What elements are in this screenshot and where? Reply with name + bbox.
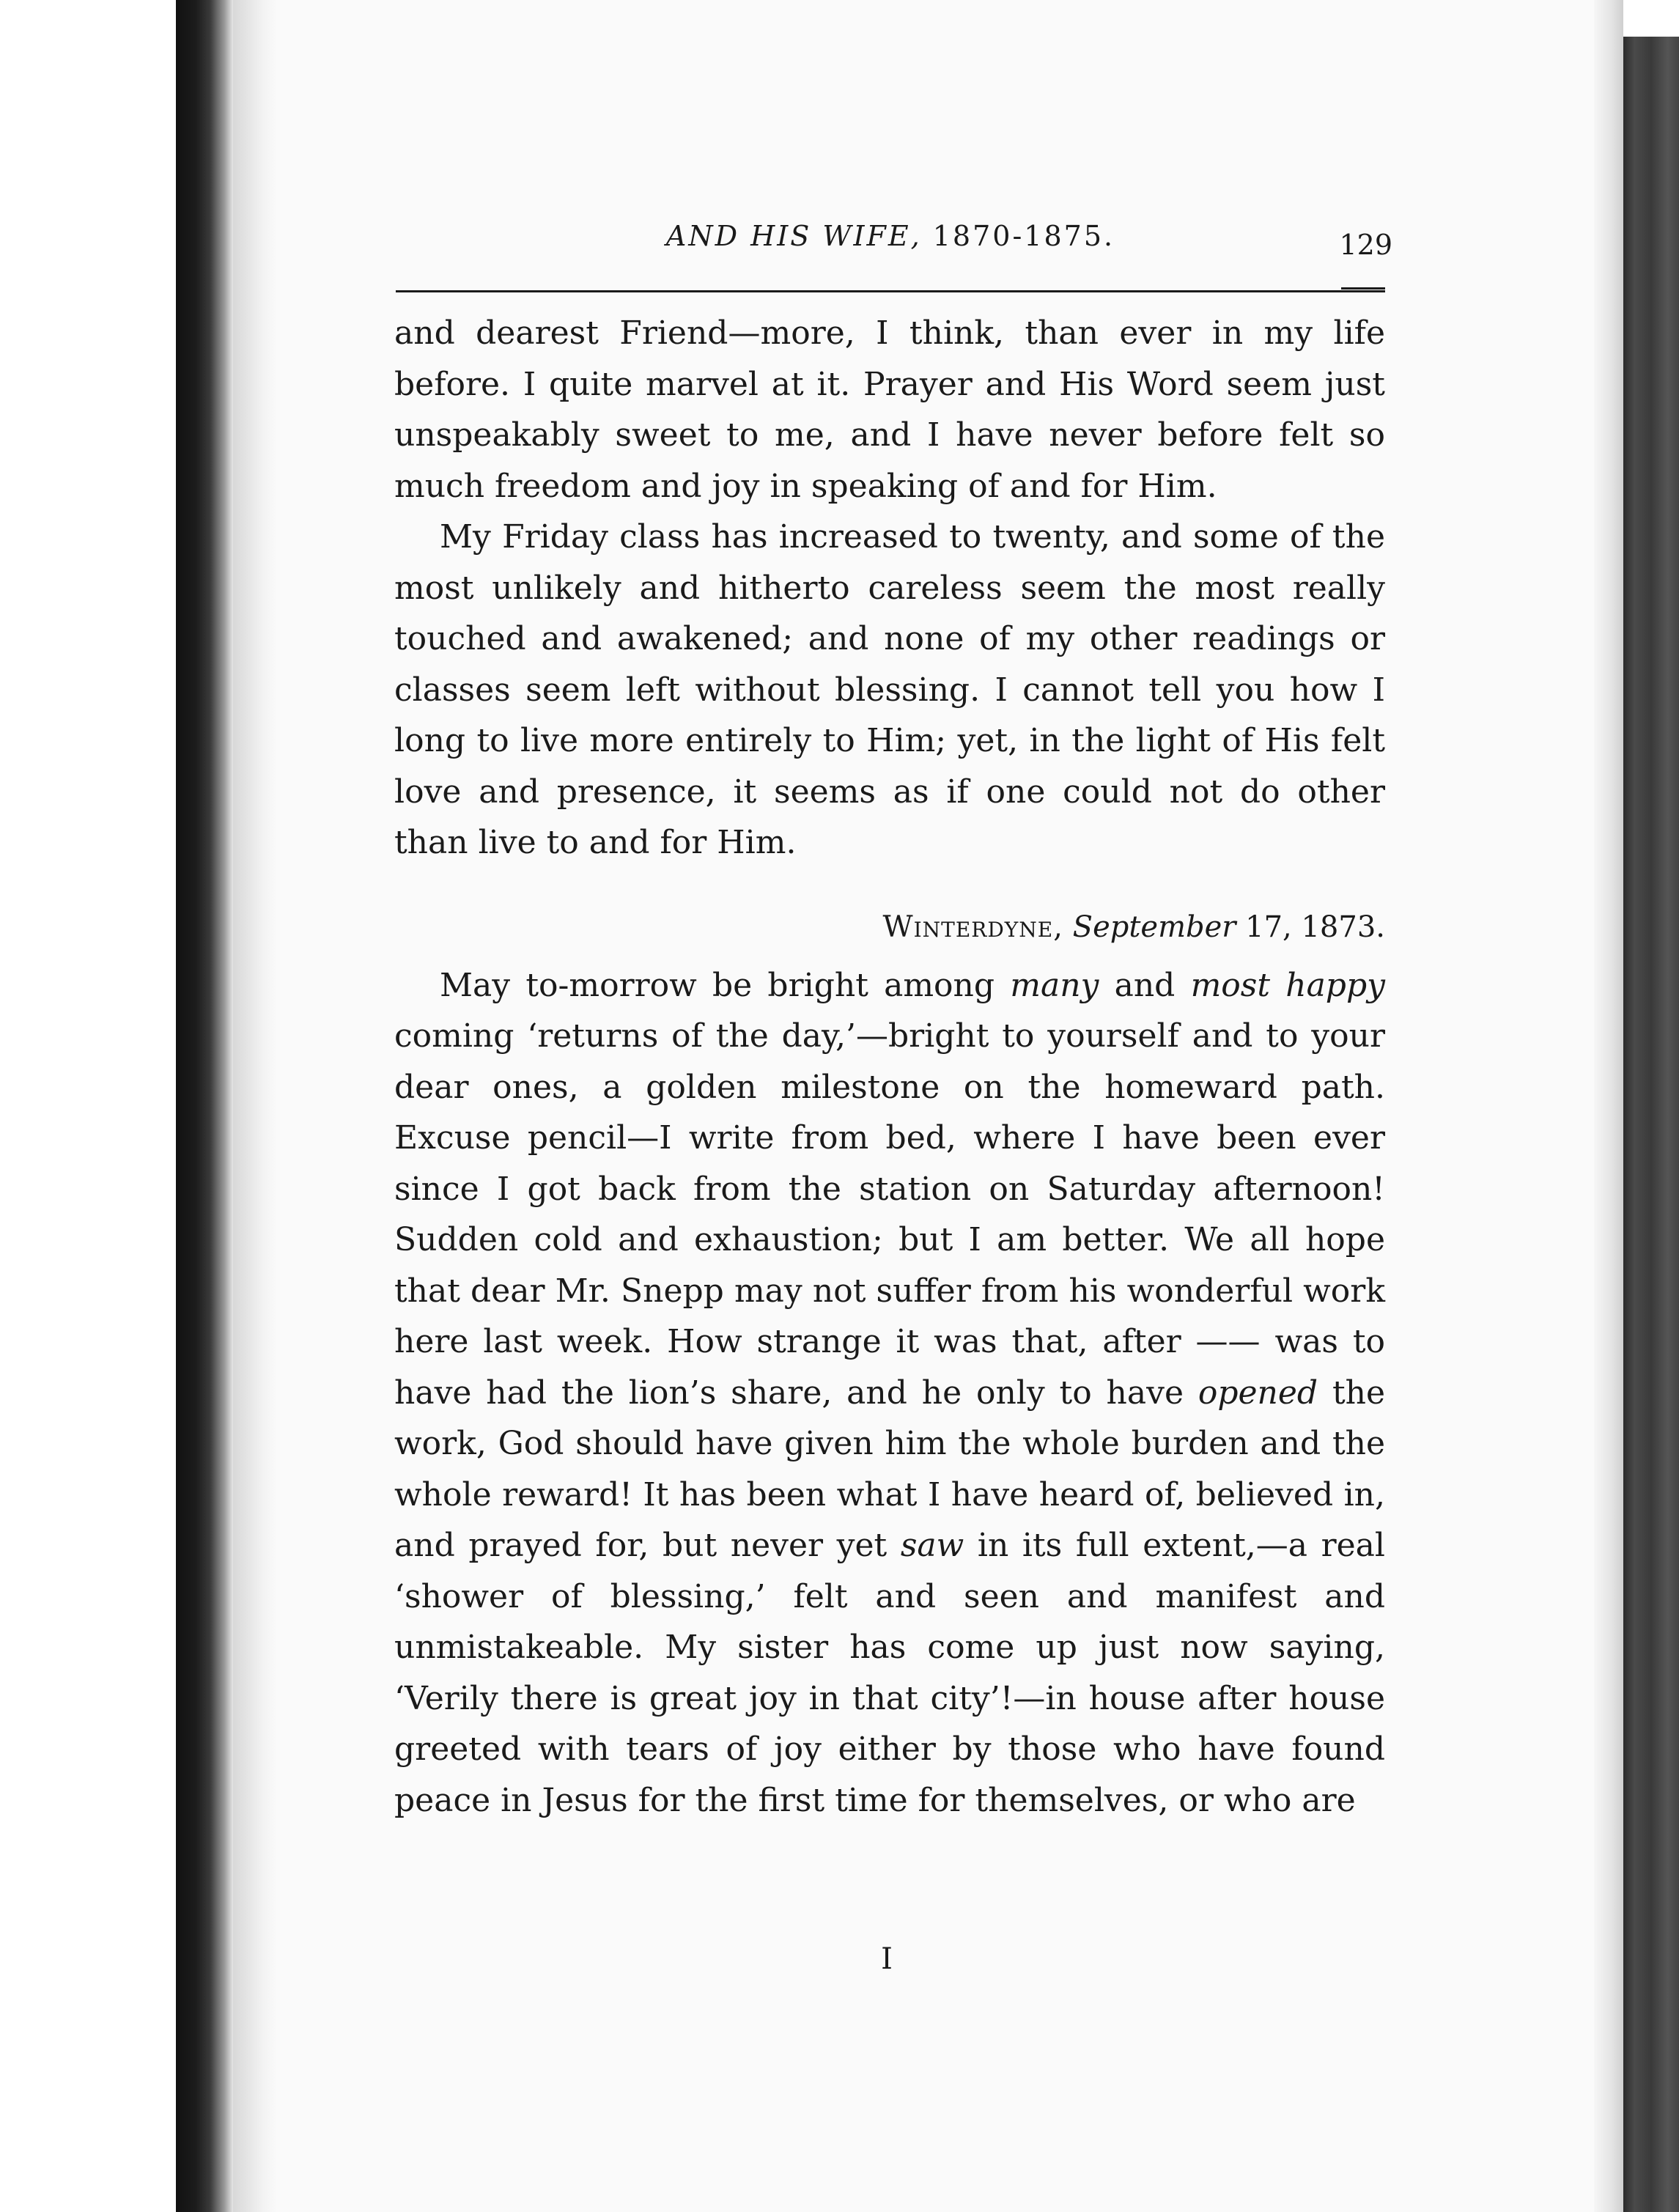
running-head-title: AND HIS WIFE, bbox=[665, 220, 922, 252]
right-scan-corner bbox=[1623, 0, 1679, 37]
right-scan-border bbox=[1623, 0, 1679, 2212]
letter-emphasis-many: many bbox=[1010, 966, 1099, 1004]
running-head bbox=[396, 220, 1385, 252]
letter-text-1: May to-morrow be bright among bbox=[440, 966, 1011, 1004]
running-head-years: 1870-1875. bbox=[932, 220, 1115, 252]
dateline-month: September bbox=[1072, 910, 1236, 944]
paragraph-continued: and dearest Friend—more, I think, than ever in my life before. I quite marvel at it. Prayer and His Word seem just unspeakably sweet to me, and I have never before felt so much freedom and joy in speaking of and for Him. bbox=[394, 314, 1385, 505]
page-number: 129 bbox=[1339, 229, 1392, 261]
paragraph-friday-class: My Friday class has increased to twenty, and some of the most unlikely and hitherto careless seem the most really touched and awakened; and none of my other readings or classes seem left without blessing. I cannot tell you how I long to live more entirely to Him; yet, in the light of His felt love and presence, it seems as if one could not do other than live to and for Him. bbox=[394, 518, 1385, 861]
dateline-date: 17, 1873. bbox=[1245, 910, 1385, 944]
header-rule-short bbox=[1341, 287, 1385, 290]
gutter-shadow bbox=[233, 0, 277, 2212]
header-rule bbox=[396, 290, 1385, 292]
letter-text-4: the work, God should have given him the whole burden and the whole reward! It has been what I have heard of, believed in, and prayed for, but never yet bbox=[394, 1374, 1386, 1564]
letter-dateline bbox=[394, 902, 1385, 953]
printer-signature-mark: I bbox=[881, 1942, 893, 1976]
letter-emphasis-opened: opened bbox=[1198, 1374, 1318, 1412]
letter-paragraph bbox=[394, 960, 1385, 1826]
body-text bbox=[394, 308, 1385, 1826]
dateline-place: Winterdyne, bbox=[882, 910, 1063, 944]
left-scan-margin bbox=[0, 0, 176, 2212]
letter-emphasis-saw: saw bbox=[900, 1527, 964, 1564]
letter-text-3: coming ‘returns of the day,’—bright to yourself and to your dear ones, a golden milestone on the homeward path. Excuse pencil—I write from bed, where I have been ever since I got back from the station on Saturday afternoon! Sudden cold and exhaustion; but I am better. We all hope that dear Mr. Snepp may not suffer from his wonderful work here last week. How strange it was that, after —— was to have had the lion’s share, and he only to have bbox=[394, 1017, 1385, 1412]
book-binding-shadow bbox=[176, 0, 233, 2212]
letter-text-5: in its full extent,—a real ‘shower of blessing,’ felt and seen and manifest and unmistakeable. My sister has come up just now saying, ‘Verily there is great joy in that city’!—in house after house greeted with tears of joy either by those who have found peace in Jesus for the first time for themselves, or who are bbox=[394, 1527, 1385, 1819]
letter-text-2: and bbox=[1099, 966, 1191, 1004]
right-page-edge bbox=[1594, 0, 1623, 2212]
letter-emphasis-most-happy: most happy bbox=[1190, 966, 1385, 1004]
